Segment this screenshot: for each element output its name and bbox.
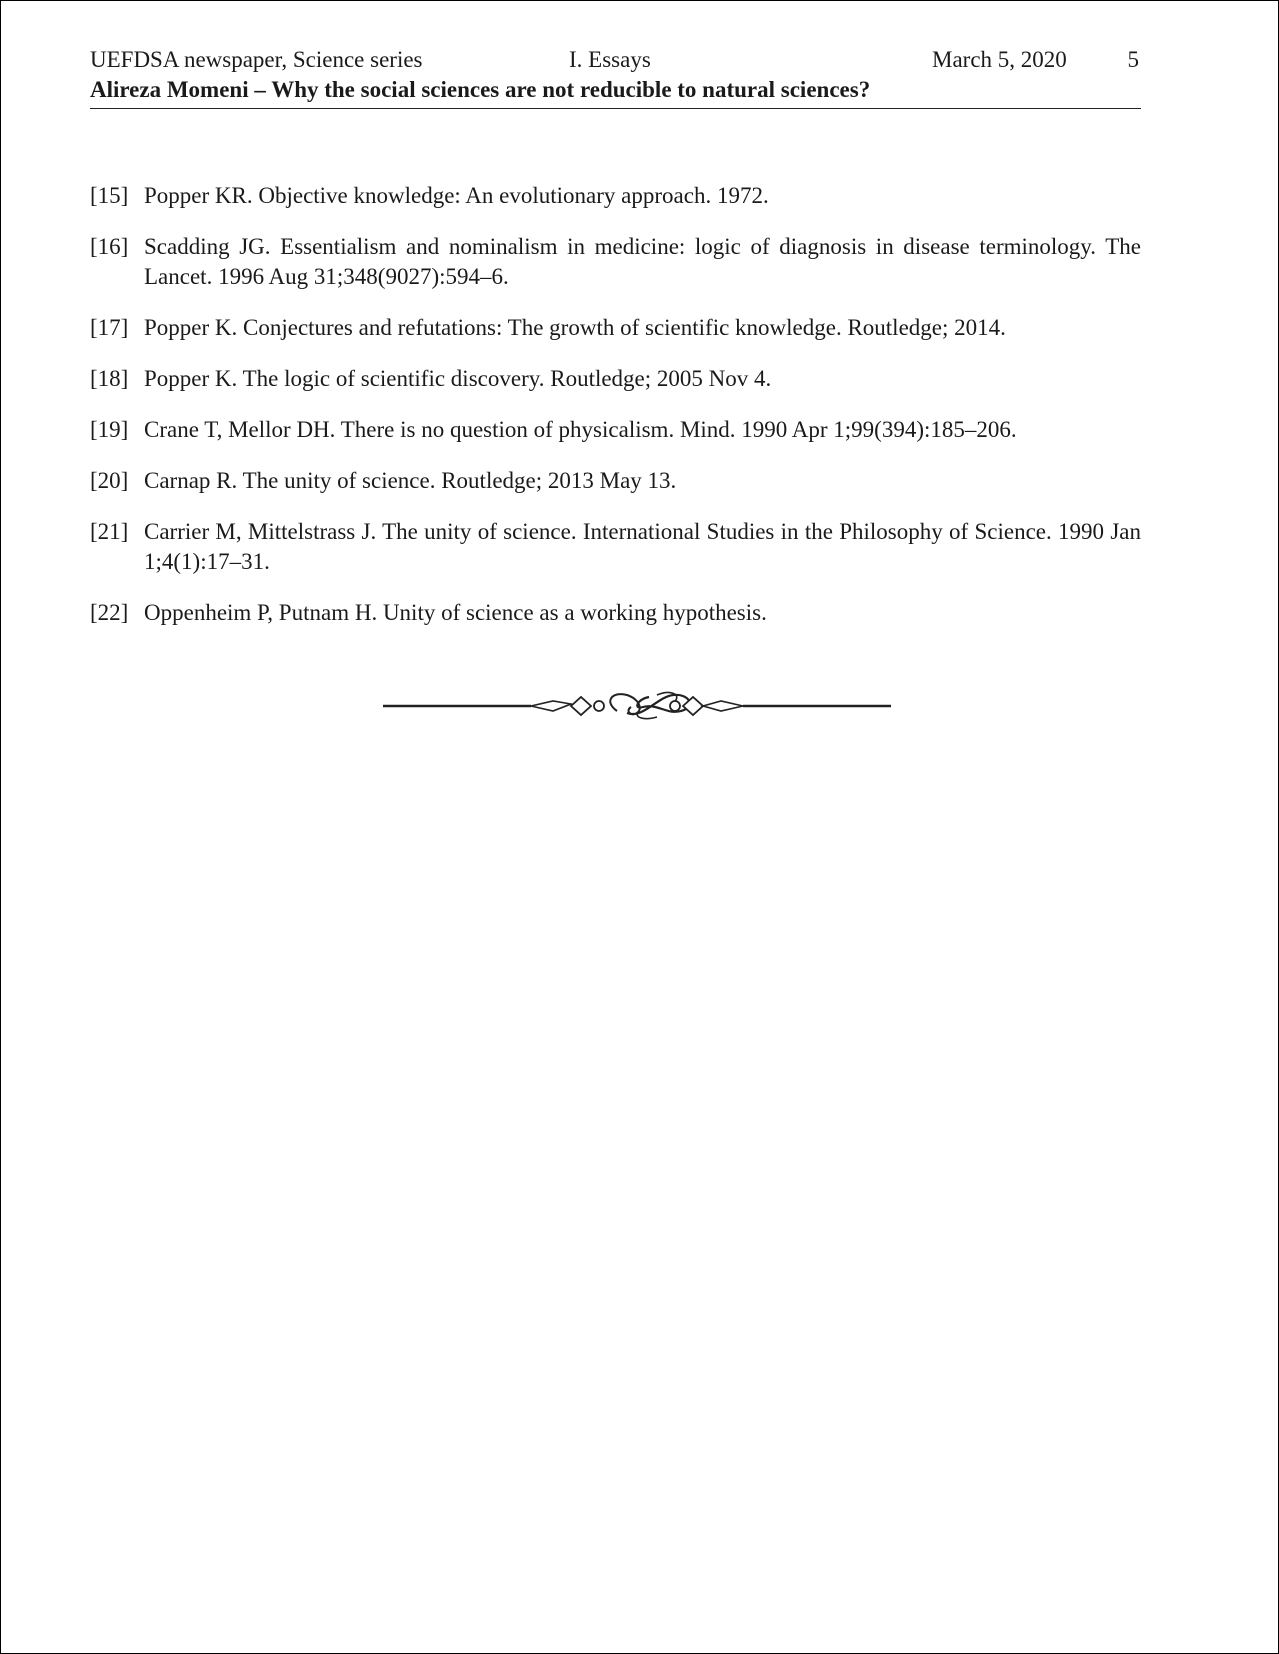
reference-text: Popper K. The logic of scientific discovery. Routledge; 2005 Nov 4. [144, 366, 772, 391]
reference-number: [19] [90, 417, 129, 442]
reference-number: [16] [90, 234, 129, 259]
reference-item [90, 181, 1141, 211]
reference-number: [22] [90, 600, 129, 625]
reference-item [90, 517, 1141, 577]
running-header [90, 45, 1141, 109]
reference-item [90, 466, 1141, 496]
reference-item [90, 415, 1141, 445]
reference-text: Oppenheim P, Putnam H. Unity of science as a working hypothesis. [144, 600, 767, 625]
reference-text: Scadding JG. Essentialism and nominalism in medicine: logic of diagnosis in disease terminology. The Lancet. 1996 Aug 31;348(9027):594–6. [144, 234, 1141, 289]
article-title: Alireza Momeni – Why the social sciences are not reducible to natural sciences? [90, 77, 871, 102]
reference-text: Carrier M, Mittelstrass J. The unity of science. International Studies in the Philosophy of Science. 1990 Jan 1;4(1):17–31. [144, 519, 1141, 574]
reference-list [90, 181, 1141, 649]
reference-number: [21] [90, 519, 129, 544]
reference-number: [17] [90, 315, 129, 340]
section-name: I. Essays [569, 47, 651, 72]
reference-text: Crane T, Mellor DH. There is no question of physicalism. Mind. 1990 Apr 1;99(394):185–206. [144, 417, 1017, 442]
reference-number: [20] [90, 468, 129, 493]
header-line [90, 45, 1141, 75]
decorative-flourish-divider-icon [381, 685, 893, 725]
reference-item [90, 364, 1141, 394]
reference-text: Popper KR. Objective knowledge: An evolutionary approach. 1972. [144, 183, 769, 208]
reference-number: [18] [90, 366, 129, 391]
reference-text: Carnap R. The unity of science. Routledge; 2013 May 13. [144, 468, 677, 493]
reference-number: [15] [90, 183, 129, 208]
reference-text: Popper K. Conjectures and refutations: The growth of scientific knowledge. Routledge; 2014. [144, 315, 1006, 340]
page-number: 5 [1127, 47, 1139, 72]
reference-item [90, 313, 1141, 343]
header-rule [90, 108, 1141, 109]
reference-item [90, 598, 1141, 628]
publication-date: March 5, 2020 [932, 47, 1067, 72]
series-name: UEFDSA newspaper, Science series [90, 47, 423, 72]
reference-item [90, 232, 1141, 292]
